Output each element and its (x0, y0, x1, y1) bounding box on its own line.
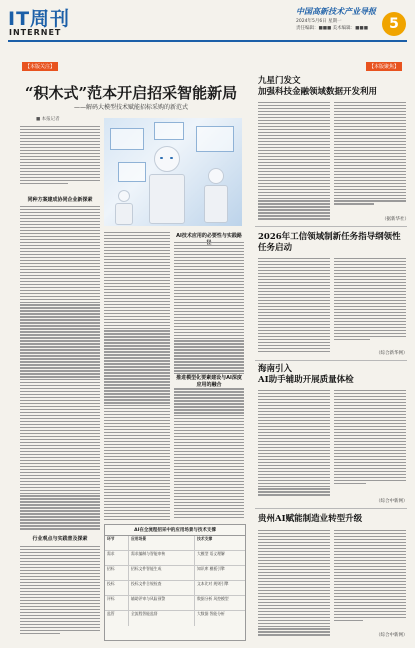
right-article-2-col-b (334, 258, 406, 348)
right-article-4-source: （综合中新网） (376, 633, 408, 638)
table-row (105, 566, 245, 581)
right-article-2-source: （综合新华网） (376, 351, 408, 356)
table-cell: 招标文件智能生成 (129, 566, 195, 580)
table-cell: 数据分析 风控模型 (197, 596, 229, 601)
main-article-title: “积木式”范本开启招采智能新局 (24, 84, 238, 102)
right-article-4-col-b (334, 530, 406, 630)
editor-credit: 责任编辑：■■■ 美术编辑：■■■ (296, 26, 368, 31)
table-row (105, 596, 245, 611)
table-header-cell: 技术支撑 (197, 536, 213, 541)
table-cell: 知识库 模板引擎 (197, 566, 225, 571)
right-article-3-col-b (334, 390, 406, 494)
divider (255, 360, 407, 361)
table-title: AI在全流程招采中的应用场景与技术支撑 (105, 525, 245, 536)
table-cell: 招标 (105, 566, 129, 580)
right-article-3-col-a (258, 390, 330, 498)
table-cell: 监管 (105, 611, 129, 626)
right-article-1-col-a (258, 102, 330, 222)
main-article-col-1-end (20, 546, 100, 641)
table-cell: 需求编制与智能审核 (129, 551, 195, 565)
table-row (105, 611, 245, 626)
right-article-2-col-a (258, 258, 330, 354)
table-cell: 需求 (105, 551, 129, 565)
right-article-title-4: 贵州AI赋能制造业转型升级 (258, 514, 363, 524)
table-cell: 辅助评审与风险预警 (129, 596, 195, 610)
newspaper-masthead: 中国高新技术产业导报 (296, 7, 376, 16)
table-cell: 文本比对 规则引擎 (197, 581, 229, 586)
main-article-byline: ■ 本报记者 (36, 117, 60, 122)
table-header-cell: 环节 (105, 536, 129, 550)
header-rule (8, 40, 407, 42)
section-heading-2: AI技术应用的必要性与实践路 (176, 233, 242, 239)
ai-application-table (104, 524, 246, 641)
right-article-1-col-b (334, 102, 406, 214)
divider (255, 226, 407, 227)
main-article-tag: 【本版关注】 (22, 62, 58, 71)
section-brand: IT周刊 (8, 8, 71, 30)
table-cell: 评标 (105, 596, 129, 610)
table-cell: 投标 (105, 581, 129, 595)
table-header-cell: 应用场景 (129, 536, 195, 550)
right-article-1-source: （据新华社） (382, 217, 409, 222)
section-heading-3: 推进模型化要素建设与AI深度应用的融合 (174, 374, 244, 388)
table-cell: 大数据 智能分析 (197, 611, 225, 616)
right-article-3-source: （综合中新网） (376, 499, 408, 504)
main-article-col-2 (104, 232, 170, 520)
table-cell: 大模型 语义理解 (197, 551, 225, 556)
main-article-lead (20, 126, 100, 192)
right-article-4-col-a (258, 530, 330, 640)
table-row (105, 581, 245, 596)
table-cell: 全流程智能监督 (129, 611, 195, 626)
right-article-title-2: 2026年工信领域制新任务指导纲领性任务启动 (258, 232, 401, 253)
table-row (105, 551, 245, 566)
right-article-title-3: 海南引入 AI助手辅助开展质量体检 (258, 364, 354, 385)
right-article-title-1: 九星门发文 加强科技金融领域数据开发利用 (258, 76, 378, 97)
page-number-badge: 5 (382, 12, 406, 36)
issue-date: 2024年5月6日 星期一 (296, 19, 342, 24)
page-header (0, 0, 415, 46)
table-cell: 投标文件合规检查 (129, 581, 195, 595)
divider (255, 508, 407, 509)
section-heading-4: 行业观点与实践普及探索 (32, 536, 88, 542)
main-article-subtitle: ——解码大模型技术赋能招标采购的新范式 (73, 104, 188, 111)
table-header-row (105, 536, 245, 551)
right-column-tag: 【本版聚焦】 (366, 62, 402, 71)
section-heading-1: 同种方案建成协同企业新探索 (27, 197, 93, 203)
main-article-col-1 (20, 206, 100, 530)
section-brand-en: INTERNET (9, 28, 62, 37)
ai-robot-illustration (104, 118, 242, 226)
